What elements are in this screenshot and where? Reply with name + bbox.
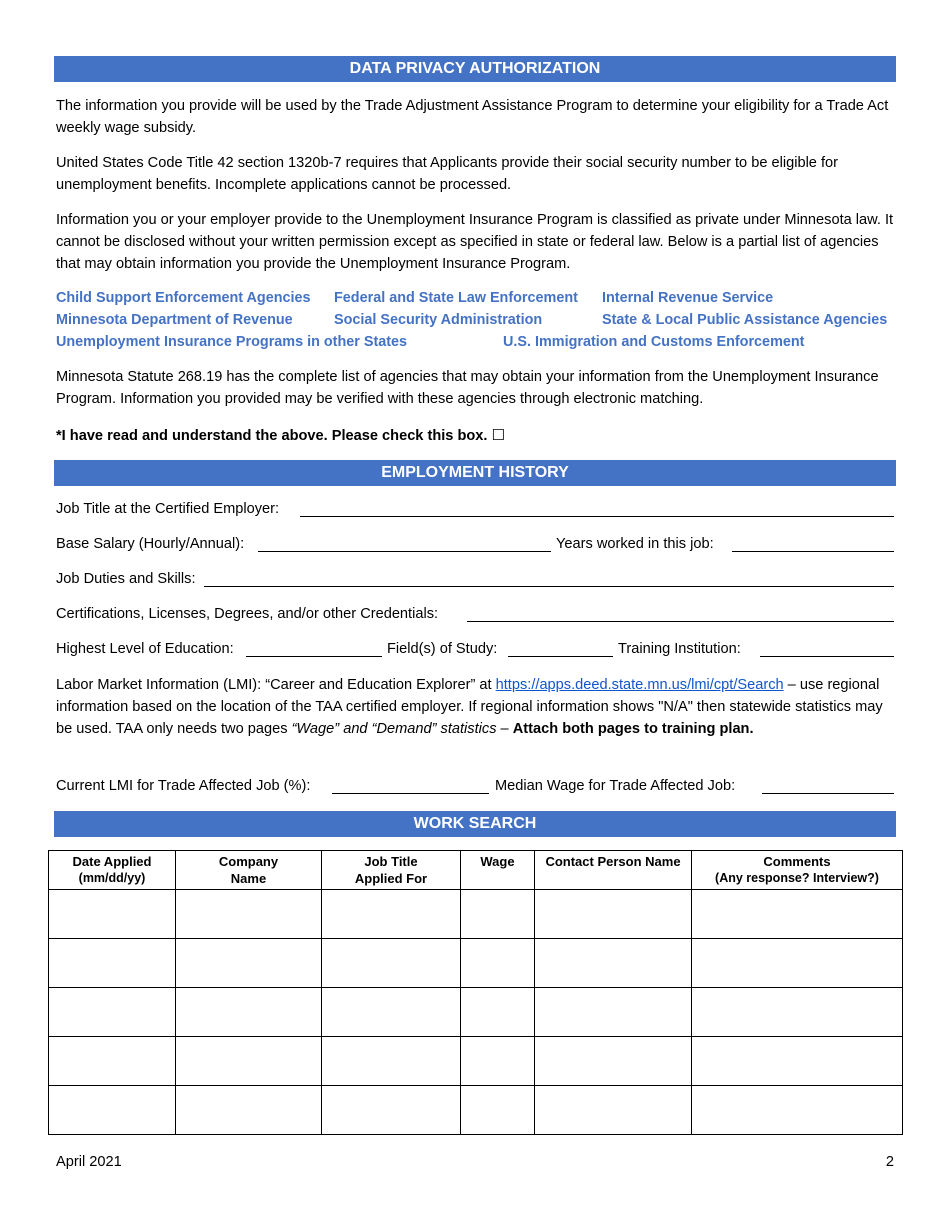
- cell-contact-person[interactable]: [535, 1086, 692, 1135]
- agency-child-support: Child Support Enforcement Agencies: [56, 290, 311, 306]
- section-header-data-privacy: DATA PRIVACY AUTHORIZATION: [54, 56, 896, 82]
- base-salary-label: Base Salary (Hourly/Annual):: [56, 536, 245, 552]
- table-row: [49, 939, 903, 988]
- cell-date-applied[interactable]: [49, 890, 176, 939]
- work-search-table: [48, 850, 903, 1135]
- median-wage-field[interactable]: [762, 793, 894, 794]
- median-wage-label: Median Wage for Trade Affected Job:: [495, 778, 736, 794]
- training-institution-field[interactable]: [760, 656, 894, 657]
- cell-wage[interactable]: [461, 1037, 535, 1086]
- cell-wage[interactable]: [461, 939, 535, 988]
- acknowledge-row: [56, 426, 505, 445]
- cell-contact-person[interactable]: [535, 1037, 692, 1086]
- cell-comments[interactable]: [692, 890, 903, 939]
- cell-contact-person[interactable]: [535, 890, 692, 939]
- agency-law-enforcement: Federal and State Law Enforcement: [334, 290, 578, 306]
- cell-job-title[interactable]: [322, 1086, 461, 1135]
- lmi-paragraph: [56, 674, 894, 740]
- training-institution-label: Training Institution:: [618, 641, 741, 657]
- years-worked-field[interactable]: [732, 551, 894, 552]
- cell-comments[interactable]: [692, 988, 903, 1037]
- table-header-row: [49, 851, 903, 890]
- cell-comments[interactable]: [692, 939, 903, 988]
- column-header-contact-person: Contact Person Name: [535, 851, 692, 890]
- lmi-dash: –: [783, 677, 796, 693]
- current-lmi-field[interactable]: [332, 793, 489, 794]
- job-title-field[interactable]: [300, 516, 894, 517]
- table-row: [49, 890, 903, 939]
- cell-job-title[interactable]: [322, 939, 461, 988]
- cell-date-applied[interactable]: [49, 988, 176, 1037]
- privacy-paragraph-3: Information you or your employer provide to the Unemployment Insurance Program is classified as private under Minnesota law. It cannot be disclosed without your written permission except as specified in state or federal law. Below is a partial list of agencies that may obtain information you provide the Unemployment Insurance Program.: [56, 212, 894, 272]
- cell-comments[interactable]: [692, 1086, 903, 1135]
- table-row: [49, 1086, 903, 1135]
- column-header-wage: Wage: [461, 851, 535, 890]
- section-header-employment-history: EMPLOYMENT HISTORY: [54, 460, 896, 486]
- privacy-paragraph-2: United States Code Title 42 section 1320b-7 requires that Applicants provide their social security number to be eligible for unemployment benefits. Incomplete applications cannot be processed.: [56, 155, 839, 193]
- column-header-comments: Comments (Any response? Interview?): [692, 851, 903, 890]
- cell-date-applied[interactable]: [49, 1037, 176, 1086]
- lmi-intro-text: Labor Market Information (LMI): “Career and Education Explorer” at: [56, 677, 492, 693]
- cell-company[interactable]: [176, 1037, 322, 1086]
- column-header-date-applied: Date Applied (mm/dd/yy): [49, 851, 176, 890]
- field-of-study-field[interactable]: [508, 656, 613, 657]
- table-row: [49, 988, 903, 1037]
- agency-ui-other-states: Unemployment Insurance Programs in other States: [56, 334, 408, 350]
- cell-company[interactable]: [176, 890, 322, 939]
- cell-date-applied[interactable]: [49, 1086, 176, 1135]
- agency-irs: Internal Revenue Service: [602, 290, 774, 306]
- cell-job-title[interactable]: [322, 1037, 461, 1086]
- footer-date: April 2021: [56, 1154, 122, 1170]
- cell-comments[interactable]: [692, 1037, 903, 1086]
- years-worked-label: Years worked in this job:: [556, 536, 714, 552]
- cell-job-title[interactable]: [322, 988, 461, 1037]
- column-header-job-title: Job Title Applied For: [322, 851, 461, 890]
- footer-page-number: 2: [885, 1154, 894, 1170]
- current-lmi-label: Current LMI for Trade Affected Job (%):: [56, 778, 311, 794]
- education-label: Highest Level of Education:: [56, 641, 234, 657]
- privacy-paragraph-4: Minnesota Statute 268.19 has the complete list of agencies that may obtain your information from the Unemployment Insurance Program. Information you provided may be verified with these agencies through electronic matching.: [56, 369, 879, 407]
- cell-wage[interactable]: [461, 1086, 535, 1135]
- agency-public-assistance: State & Local Public Assistance Agencies: [602, 312, 888, 328]
- lmi-attach-text: Attach both pages to training plan.: [512, 721, 754, 737]
- cell-company[interactable]: [176, 988, 322, 1037]
- acknowledge-text: *I have read and understand the above. Please check this box.: [56, 428, 488, 444]
- agency-mn-revenue: Minnesota Department of Revenue: [56, 312, 293, 328]
- field-of-study-label: Field(s) of Study:: [387, 641, 498, 657]
- cell-job-title[interactable]: [322, 890, 461, 939]
- cell-company[interactable]: [176, 1086, 322, 1135]
- credentials-field[interactable]: [467, 621, 894, 622]
- table-row: [49, 1037, 903, 1086]
- job-duties-field[interactable]: [204, 586, 894, 587]
- cell-wage[interactable]: [461, 890, 535, 939]
- education-field[interactable]: [246, 656, 382, 657]
- lmi-link[interactable]: https://apps.deed.state.mn.us/lmi/cpt/Search: [495, 677, 784, 693]
- cell-contact-person[interactable]: [535, 939, 692, 988]
- base-salary-field[interactable]: [258, 551, 551, 552]
- lmi-dash-2: –: [496, 721, 513, 737]
- lmi-body-text: use regional information based on the location of the TAA certified employer. If regional information shows "N/A" then statewide statistics may be used. TAA only needs two pages: [56, 677, 883, 737]
- agency-ice: U.S. Immigration and Customs Enforcement: [503, 334, 805, 350]
- lmi-italic-text: “Wage” and “Demand” statistics: [291, 721, 497, 737]
- cell-company[interactable]: [176, 939, 322, 988]
- acknowledge-checkbox[interactable]: ☐: [491, 426, 505, 444]
- privacy-paragraph-1: The information you provide will be used by the Trade Adjustment Assistance Program to determine your eligibility for a Trade Act weekly wage subsidy.: [56, 98, 889, 136]
- credentials-label: Certifications, Licenses, Degrees, and/or other Credentials:: [56, 606, 439, 622]
- agency-ssa: Social Security Administration: [334, 312, 543, 328]
- section-header-work-search: WORK SEARCH: [54, 811, 896, 837]
- job-title-label: Job Title at the Certified Employer:: [56, 501, 280, 517]
- cell-contact-person[interactable]: [535, 988, 692, 1037]
- job-duties-label: Job Duties and Skills:: [56, 571, 196, 587]
- cell-wage[interactable]: [461, 988, 535, 1037]
- cell-date-applied[interactable]: [49, 939, 176, 988]
- column-header-company: Company Name: [176, 851, 322, 890]
